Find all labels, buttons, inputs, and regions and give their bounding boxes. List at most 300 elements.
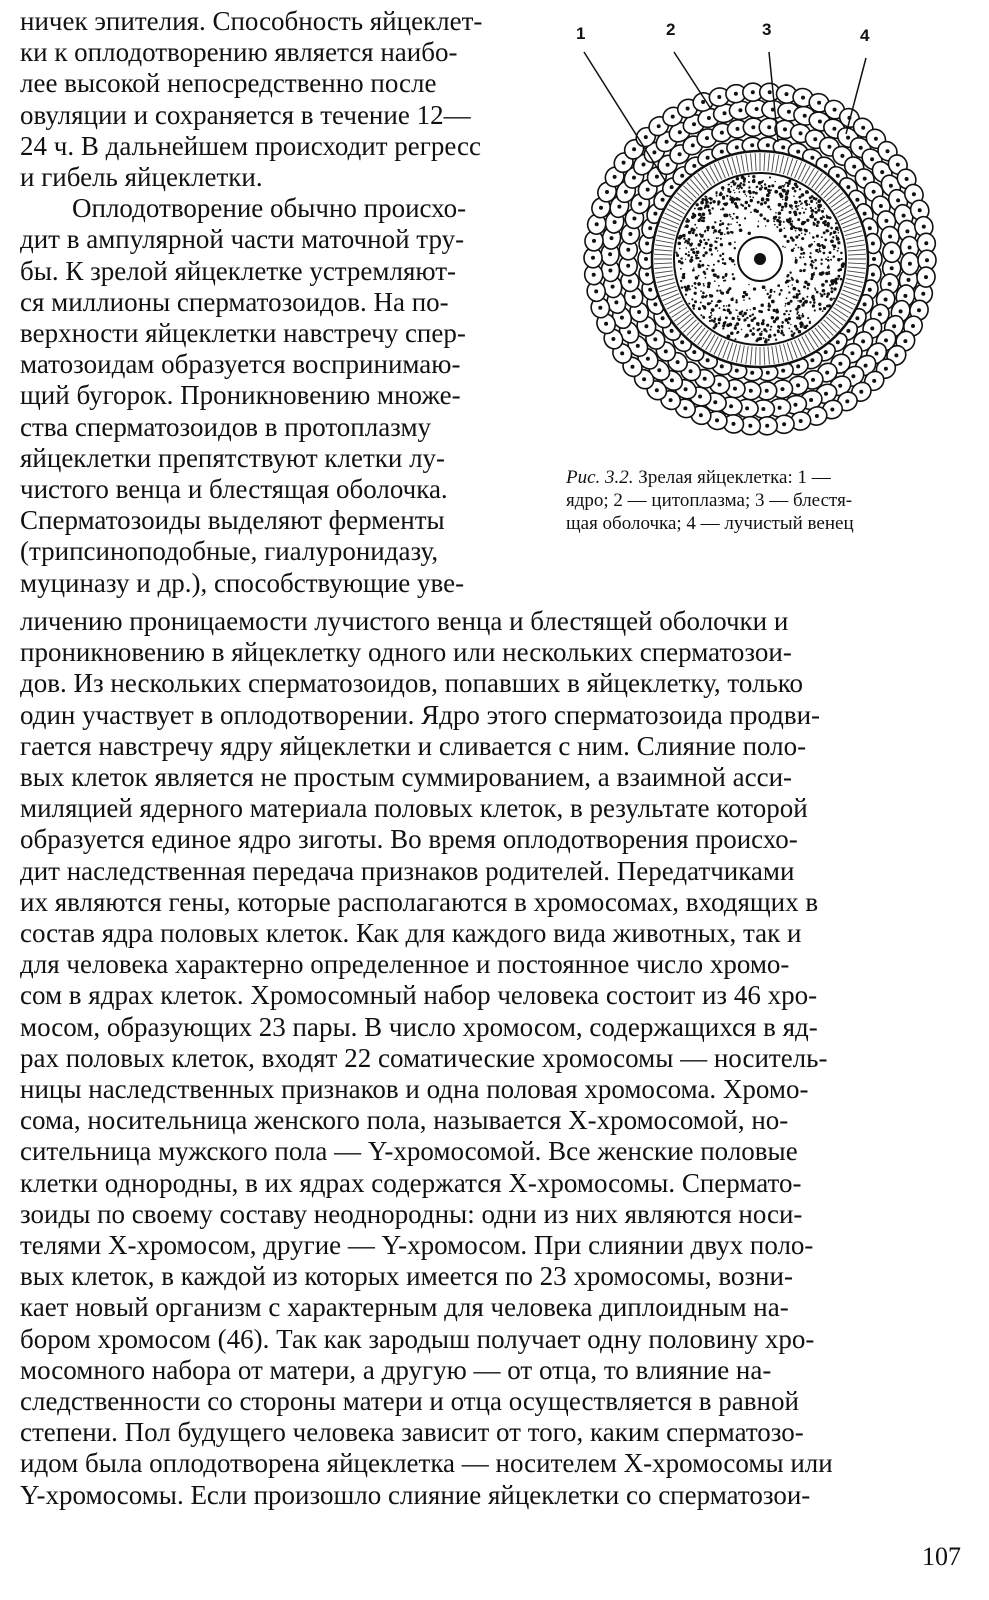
cytoplasm-granule [814,211,816,213]
cytoplasm-granule [744,335,747,338]
cytoplasm-granule [692,229,695,232]
cytoplasm-granule [690,258,693,261]
cytoplasm-granule [817,209,820,212]
corona-cell-nucleus [648,288,652,292]
cytoplasm-granule [775,212,777,214]
cytoplasm-granule [776,226,778,228]
corona-cell-nucleus [785,92,789,96]
cytoplasm-granule [821,210,824,213]
corona-cell-nucleus [678,152,682,156]
corona-cell-nucleus [925,258,929,262]
cytoplasm-granule [769,176,771,178]
cytoplasm-granule [729,257,732,260]
cytoplasm-granule [819,250,821,252]
cytoplasm-granule [835,235,837,237]
cytoplasm-granule [724,234,726,236]
cytoplasm-granule [702,292,705,295]
corona-cell-nucleus [832,127,836,131]
cytoplasm-granule [774,190,778,194]
corona-cell-nucleus [817,101,821,105]
cytoplasm-granule [819,248,821,250]
cytoplasm-granule [711,253,713,255]
corona-cell-nucleus [611,337,615,341]
cytoplasm-granule [778,185,782,189]
text-line: овуляции и сохраняется в течение 12— [20,99,471,130]
corona-cell-nucleus [701,100,705,104]
text-line: дит в ампулярной части маточной тру- [20,224,465,255]
corona-cell-nucleus [796,150,800,154]
cytoplasm-granule [820,258,822,260]
cytoplasm-granule [785,318,789,322]
cytoplasm-granule [771,300,775,304]
corona-cell-nucleus [768,90,772,94]
cytoplasm-granule [710,312,712,314]
cytoplasm-granule [743,299,745,301]
corona-cell-nucleus [905,177,909,181]
cytoplasm-granule [746,317,748,319]
cytoplasm-granule [795,235,798,238]
cytoplasm-granule [731,231,734,234]
corona-cell-nucleus [825,371,829,375]
cytoplasm-granule [714,240,716,242]
corona-cell-nucleus [686,107,690,111]
cytoplasm-granule [804,300,808,304]
corona-cell-nucleus [595,222,599,226]
cytoplasm-granule [803,285,806,288]
cytoplasm-granule [764,201,767,204]
cytoplasm-granule [764,340,768,344]
cytoplasm-granule [682,276,686,280]
cytoplasm-granule [774,224,776,226]
cytoplasm-granule [823,307,826,310]
cytoplasm-granule [703,271,706,274]
figure-label-4: 4 [860,26,870,45]
cytoplasm-granule [748,284,749,285]
cytoplasm-granule [739,311,743,315]
cytoplasm-granule [735,205,738,208]
cytoplasm-granule [750,199,753,202]
corona-cell-nucleus [875,352,879,356]
cytoplasm-granule [722,190,723,191]
cytoplasm-granule [798,330,802,334]
corona-cell-nucleus [627,330,631,334]
corona-cell-nucleus [718,383,722,387]
cytoplasm-granule [803,325,807,329]
cytoplasm-granule [762,319,765,322]
cytoplasm-granule [782,189,786,193]
cytoplasm-granule [816,291,819,294]
cytoplasm-granule [707,239,709,241]
cytoplasm-granule [718,285,720,287]
cytoplasm-granule [830,287,833,290]
cytoplasm-granule [692,231,695,234]
corona-cell-nucleus [678,130,682,134]
cytoplasm-granule [731,317,734,320]
corona-cell-nucleus [903,294,907,298]
cytoplasm-granule [810,252,812,254]
corona-cell-nucleus [840,154,844,158]
cytoplasm-granule [786,240,789,243]
corona-cell-nucleus [610,236,614,240]
corona-cell-nucleus [810,358,814,362]
corona-cell-nucleus [626,264,630,268]
cytoplasm-granule [798,234,800,236]
cytoplasm-granule [814,241,815,242]
cytoplasm-granule [804,233,806,235]
corona-cell-nucleus [824,350,828,354]
cytoplasm-granule [734,327,737,330]
cytoplasm-granule [729,214,731,216]
corona-cell-nucleus [880,170,884,174]
cytoplasm-granule [787,185,789,187]
cytoplasm-granule [760,202,763,205]
corona-cell-nucleus [801,96,805,100]
corona-cell-nucleus [644,324,648,328]
cytoplasm-granule [812,236,815,239]
cytoplasm-granule [798,314,800,316]
text-line: бором хромосом (46). Так как зародыш получает одну половину хро- [20,1323,815,1354]
cytoplasm-granule [730,223,732,225]
cytoplasm-granule [840,252,843,255]
cytoplasm-granule [738,184,741,187]
cytoplasm-granule [767,308,770,311]
corona-cell-nucleus [705,136,709,140]
corona-cell-nucleus [715,418,719,422]
cytoplasm-granule [817,243,821,247]
corona-cell-nucleus [781,387,785,391]
cytoplasm-granule [707,285,710,288]
cytoplasm-granule [738,188,740,190]
corona-cell-nucleus [670,329,674,333]
cytoplasm-granule [823,247,825,249]
cytoplasm-granule [809,232,811,234]
cytoplasm-granule [782,334,784,336]
cytoplasm-granule [722,253,725,256]
corona-cell-nucleus [645,273,649,277]
cytoplasm-granule [822,215,824,217]
cytoplasm-granule [760,310,763,313]
cytoplasm-granule [816,235,819,238]
corona-cell-nucleus [874,137,878,141]
cytoplasm-granule [734,241,736,243]
cytoplasm-granule [767,338,770,341]
cytoplasm-granule [718,237,720,239]
cytoplasm-granule [707,302,710,305]
cytoplasm-granule [770,291,772,293]
cytoplasm-granule [714,318,717,321]
corona-cell-nucleus [833,108,837,112]
cytoplasm-granule [717,250,718,251]
cytoplasm-granule [734,264,736,266]
corona-cell-nucleus [735,369,739,373]
corona-cell-nucleus [683,406,687,410]
cytoplasm-granule [810,257,812,259]
cytoplasm-granule [721,186,725,190]
cytoplasm-granule [692,304,695,307]
corona-cell-nucleus [781,145,785,149]
cytoplasm-granule [719,229,721,231]
cytoplasm-granule [825,229,828,232]
cytoplasm-granule [833,297,835,299]
cytoplasm-granule [841,258,843,260]
cytoplasm-granule [755,339,758,342]
corona-cell-nucleus [912,192,916,196]
cytoplasm-granule [763,218,765,220]
cytoplasm-granule [797,300,799,302]
cytoplasm-granule [722,262,724,264]
corona-cell-nucleus [733,387,737,391]
cytoplasm-granule [709,248,712,251]
cytoplasm-granule [775,310,779,314]
text-line: идом была оплодотворена яйцеклетка — носителем X-хромосомы или [20,1448,833,1479]
cytoplasm-granule [827,224,830,227]
cytoplasm-granule [757,225,759,227]
cytoplasm-granule [816,224,819,227]
cytoplasm-granule [778,220,781,223]
cytoplasm-granule [790,223,793,226]
corona-cell-nucleus [884,219,888,223]
corona-cell-nucleus [755,107,759,111]
cytoplasm-granule [783,221,785,223]
text-line: ся миллионы сперматозоидов. На по- [20,286,449,317]
corona-cell-nucleus [661,316,665,320]
corona-cell-nucleus [632,295,636,299]
cytoplasm-granule [842,262,845,265]
corona-cell-nucleus [878,312,882,316]
cytoplasm-granule [791,220,793,222]
cytoplasm-granule [789,271,791,273]
cytoplasm-granule [680,280,682,282]
cytoplasm-granule [723,305,725,307]
cytoplasm-granule [794,201,796,203]
cytoplasm-granule [732,277,735,280]
cytoplasm-granule [784,202,787,205]
corona-cell-nucleus [889,184,893,188]
corona-cell-nucleus [692,350,696,354]
corona-cell-nucleus [921,292,925,296]
cytoplasm-granule [724,279,726,281]
cytoplasm-granule [758,221,759,222]
cytoplasm-granule [810,243,812,245]
cytoplasm-granule [742,295,745,298]
cytoplasm-granule [704,251,707,254]
cytoplasm-granule [725,214,729,218]
corona-cell-nucleus [644,135,648,139]
text-line: один участвует в оплодотворении. Ядро этого сперматозоида продви- [20,699,821,730]
cytoplasm-granule [750,309,751,310]
cytoplasm-granule [828,273,830,275]
cytoplasm-granule [813,197,816,200]
cytoplasm-granule [830,227,833,230]
cytoplasm-granule [801,233,802,234]
corona-cell-nucleus [924,241,928,245]
cytoplasm-granule [821,236,823,238]
cytoplasm-granule [713,326,716,329]
cytoplasm-granule [817,251,819,253]
corona-cell-nucleus [861,126,865,130]
cytoplasm-granule [784,235,787,238]
corona-cell-nucleus [605,190,609,194]
text-line: зоиды по своему составу неоднородны: одни из них являются носи- [20,1198,803,1229]
cytoplasm-granule [811,215,814,218]
cytoplasm-granule [799,293,801,295]
cytoplasm-granule [726,227,729,230]
corona-cell-nucleus [657,124,661,128]
cytoplasm-granule [684,241,686,243]
corona-cell-nucleus [669,398,673,402]
corona-cell-nucleus [846,136,850,140]
corona-cell-nucleus [872,190,876,194]
cytoplasm-granule [707,229,709,231]
cytoplasm-granule [716,237,718,239]
cytoplasm-granule [714,221,716,223]
corona-cell-nucleus [846,329,850,333]
cytoplasm-granule [828,265,829,266]
corona-cell-nucleus [648,226,652,230]
cytoplasm-granule [702,254,705,257]
corona-cell-nucleus [884,298,888,302]
corona-cell-nucleus [665,140,669,144]
corona-cell-nucleus [851,374,855,378]
cytoplasm-granule [785,303,787,305]
cytoplasm-granule [840,278,843,281]
top-text-column [20,6,550,599]
corona-cell-nucleus [699,413,703,417]
cytoplasm-granule [797,305,801,309]
corona-cell-nucleus [720,150,724,154]
cytoplasm-granule [833,287,836,290]
cytoplasm-granule [787,321,790,324]
corona-cell-nucleus [751,90,755,94]
cytoplasm-granule [696,247,697,248]
cytoplasm-granule [709,320,711,322]
cytoplasm-granule [704,207,706,209]
cytoplasm-granule [757,329,759,331]
cytoplasm-granule [825,280,828,283]
cytoplasm-granule [802,313,804,315]
cytoplasm-granule [731,197,734,200]
corona-cell-nucleus [830,408,834,412]
cytoplasm-granule [727,231,730,234]
cytoplasm-granule [774,291,776,293]
cytoplasm-granule [840,269,842,271]
cytoplasm-granule [701,198,704,201]
corona-cell-nucleus [888,235,892,239]
text-line: Y-хромосомы. Если произошло слияние яйцеклетки со сперматозои- [20,1479,811,1510]
cytoplasm-granule [820,294,823,297]
caption-text: ядро; 2 — цитоплазма; 3 — блестя- [566,490,853,511]
cytoplasm-granule [829,284,831,286]
cytoplasm-granule [706,201,709,204]
corona-cell-nucleus [706,156,710,160]
cytoplasm-granule [698,307,701,310]
text-line: бы. К зрелой яйцеклетке устремляют- [20,255,456,286]
corona-cell-nucleus [871,273,875,277]
cytoplasm-granule [799,212,802,215]
text-line: лее высокой непосредственно после [20,68,437,99]
corona-cell-nucleus [706,358,710,362]
cytoplasm-granule [769,295,771,297]
corona-cell-nucleus [846,185,850,189]
cytoplasm-granule [736,221,738,223]
cytoplasm-granule [749,315,752,318]
cytoplasm-granule [693,307,695,309]
cytoplasm-granule [816,220,819,223]
cytoplasm-granule [748,298,750,300]
cytoplasm-granule [763,328,766,331]
cytoplasm-granule [768,304,771,307]
cytoplasm-granule [735,338,737,340]
cytoplasm-granule [793,195,795,197]
corona-cell-nucleus [713,400,717,404]
cytoplasm-granule [744,194,745,195]
cytoplasm-granule [676,254,679,257]
corona-cell-nucleus [689,369,693,373]
cytoplasm-granule [770,289,773,292]
cytoplasm-granule [781,321,784,324]
corona-cell-nucleus [646,357,650,361]
text-line: сом в ядрах клеток. Хромосомный набор человека состоит из 46 хро- [20,980,818,1011]
text-line: их являются гены, которые располагаются в хромосомах, входящих в [20,886,819,917]
cytoplasm-granule [798,196,801,199]
cytoplasm-granule [761,322,765,326]
cytoplasm-granule [709,202,712,205]
corona-cell-nucleus [750,143,754,147]
corona-cell-nucleus [655,175,659,179]
caption-label: Рис. 3.2. [566,467,634,488]
corona-cell-nucleus [703,377,707,381]
corona-cell-nucleus [892,324,896,328]
text-line: чистого венца и блестящая оболочка. [20,474,448,505]
cytoplasm-granule [722,208,725,211]
cytoplasm-granule [788,317,791,320]
corona-cell-nucleus [626,248,630,252]
cytoplasm-granule [700,314,702,316]
cytoplasm-granule [723,262,726,265]
cytoplasm-granule [752,196,754,198]
text-line: образуется единое ядро зиготы. Во время оплодотворения происхо- [20,824,798,855]
cytoplasm-granule [837,250,839,252]
cytoplasm-granule [756,186,758,188]
cytoplasm-granule [804,281,808,285]
cytoplasm-granule [715,247,718,250]
cytoplasm-granule [752,191,755,194]
cytoplasm-granule [689,243,692,246]
corona-cell-nucleus [707,116,711,120]
cytoplasm-granule [814,309,816,311]
cytoplasm-granule [763,337,765,339]
text-line: яйцеклетки препятствуют клетки лу- [20,442,446,473]
cytoplasm-granule [819,307,822,310]
cytoplasm-granule [789,211,792,214]
cytoplasm-granule [748,232,751,235]
cytoplasm-granule [685,259,686,260]
cytoplasm-granule [720,238,722,240]
cytoplasm-granule [697,263,700,266]
cytoplasm-granule [821,271,825,275]
cytoplasm-granule [784,184,786,186]
text-line: кает новый организм с характерным для человека диплоидным на- [20,1292,789,1323]
cytoplasm-granule [744,207,747,210]
corona-cell-nucleus [787,110,791,114]
cytoplasm-granule [739,224,742,227]
cytoplasm-granule [706,204,709,207]
cytoplasm-granule [813,301,816,304]
cytoplasm-granule [696,203,699,206]
corona-cell-nucleus [884,367,888,371]
cytoplasm-granule [745,293,748,296]
text-line: щий бугорок. Проникновению множе- [20,380,461,411]
